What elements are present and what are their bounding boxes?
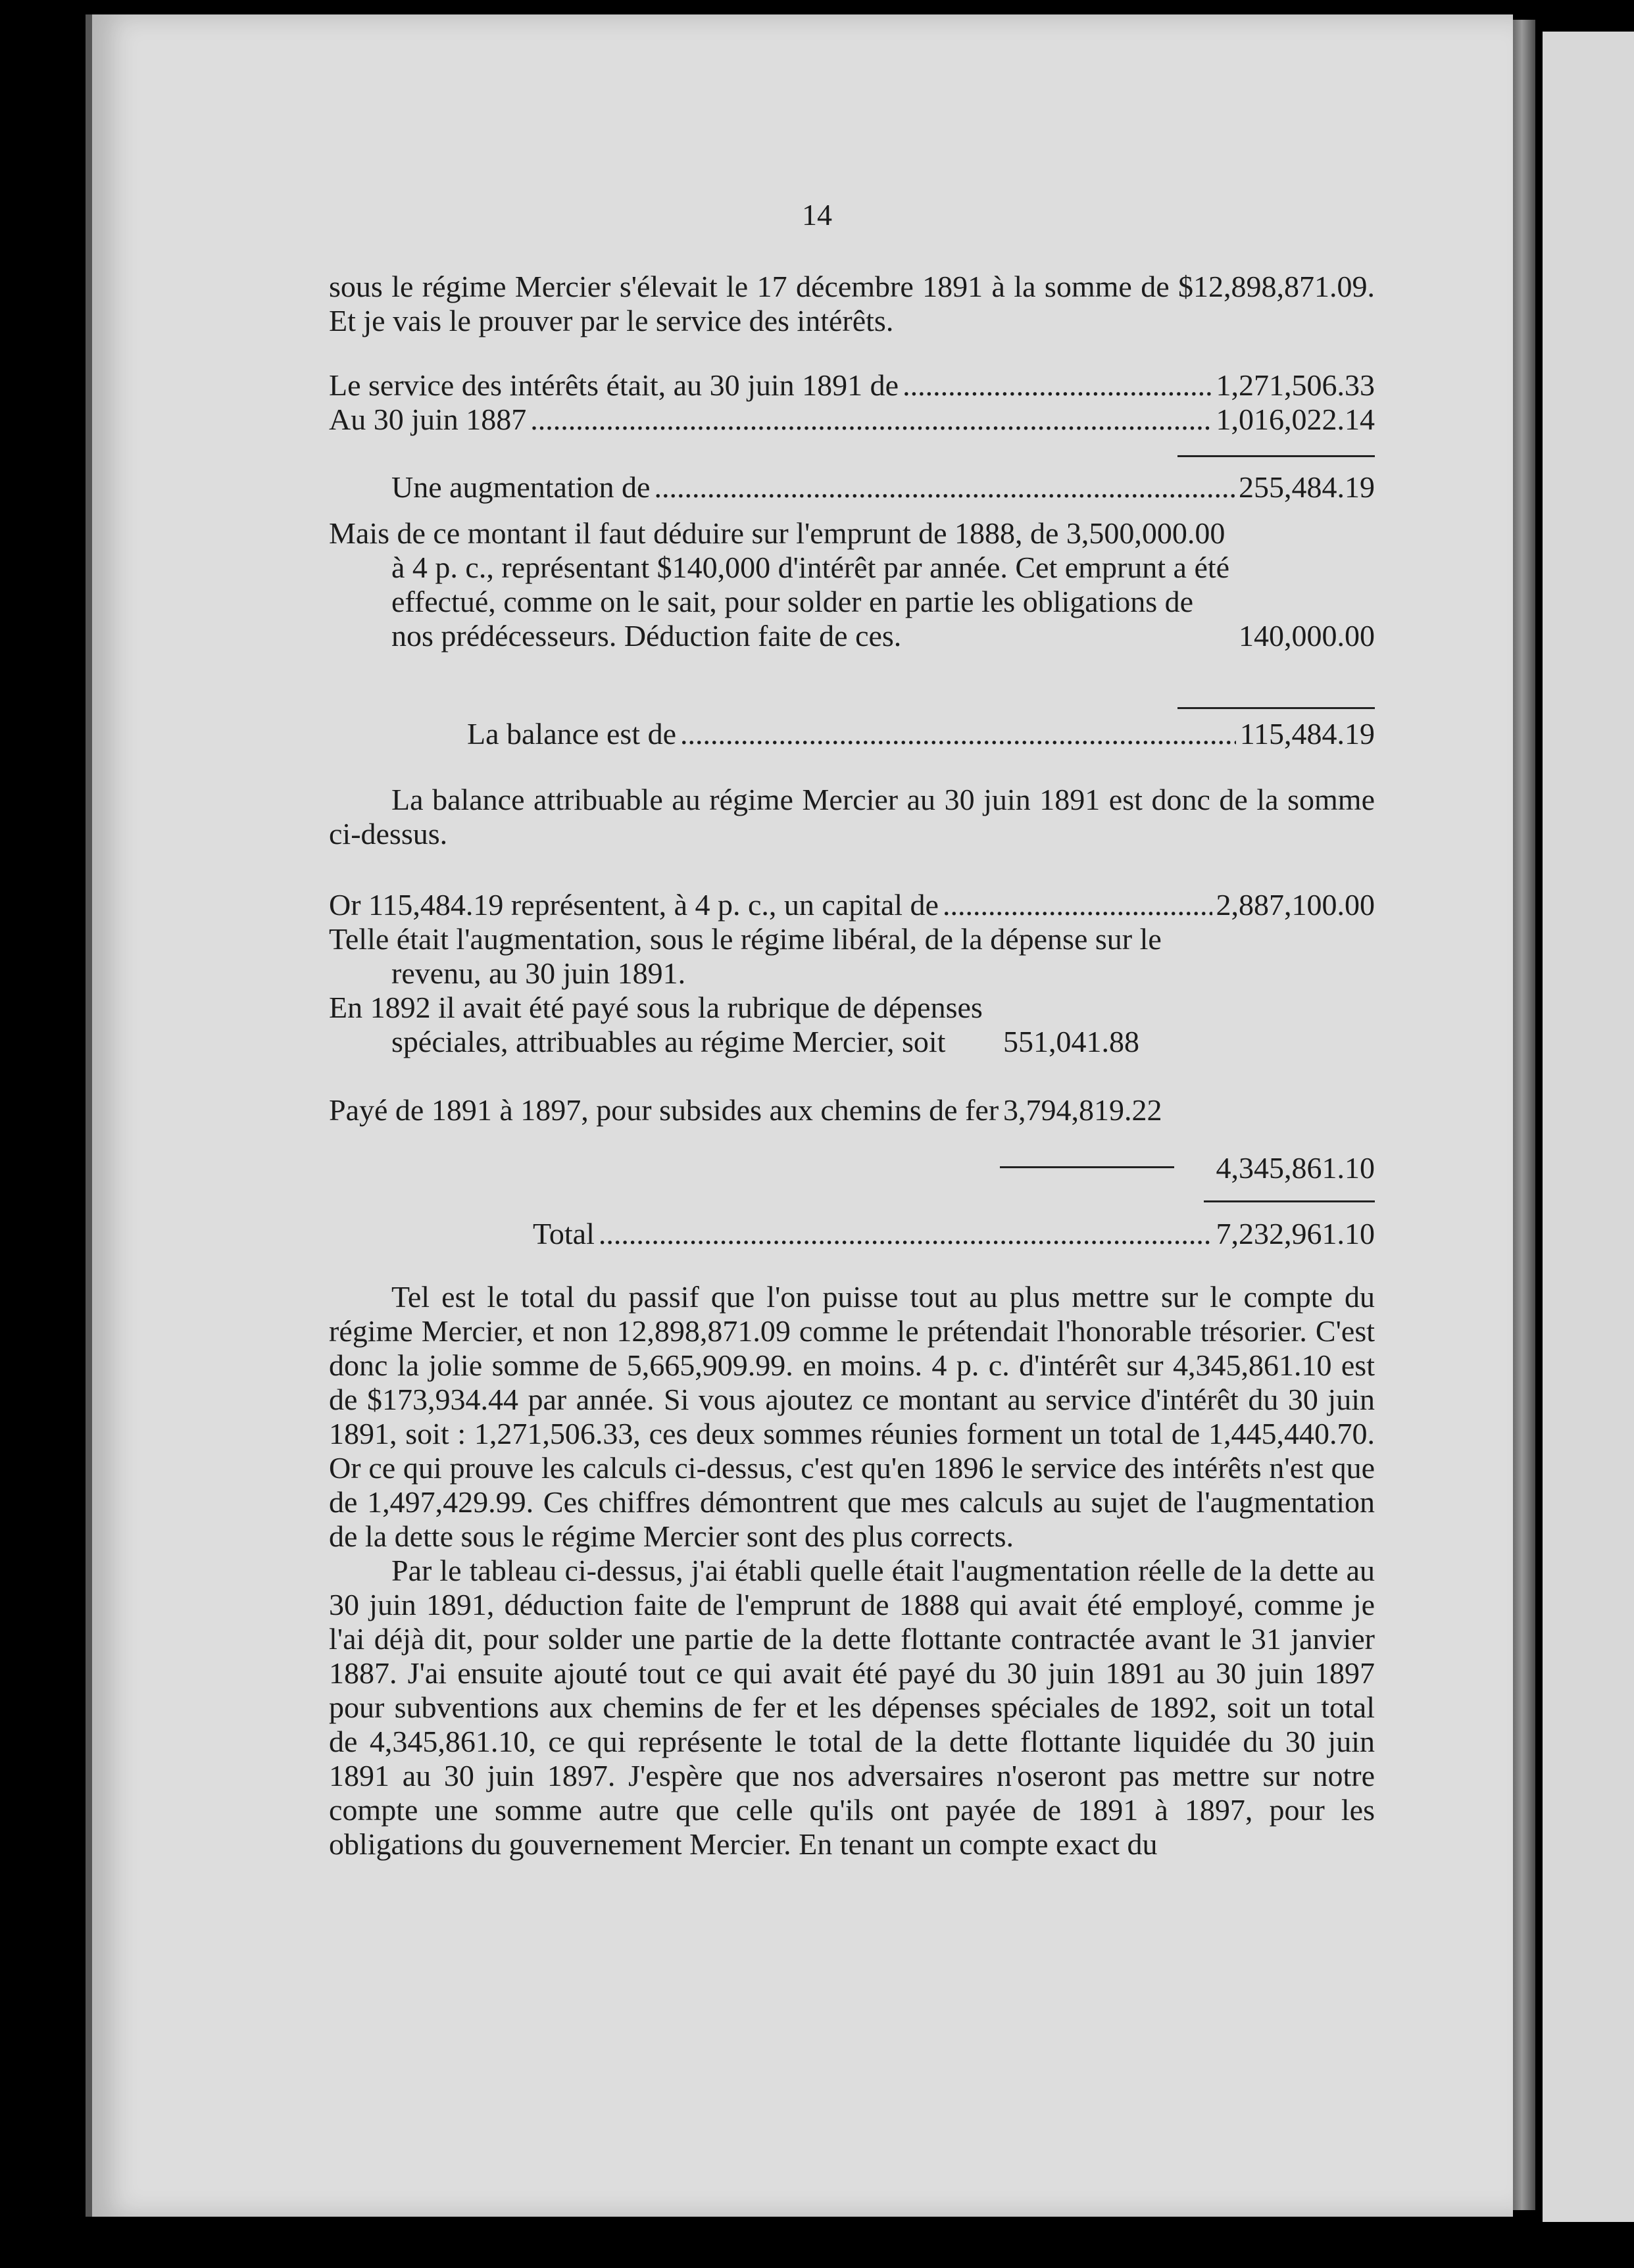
adjacent-page <box>1543 32 1634 2222</box>
expense-1892-entry <box>329 991 1375 1059</box>
leader-dots <box>903 368 1212 403</box>
deduction-text: Mais de ce montant il faut déduire sur l'emprunt de 1888, de 3,500,000.00 à 4 p. c., représentant $140,000 d'intérêt par année. Cet emprunt a été effectué, comme on le sait, pour solder en partie les obligations de nos prédécesseurs. Déduction faite de ces. <box>329 516 1230 653</box>
ledger-label: Au 30 juin 1887 <box>329 403 527 436</box>
telle-text: Telle était l'augmentation, sous le régime libéral, de la dépense sur le revenu, au 30 juin 1891. <box>329 922 1162 990</box>
balance-note <box>329 783 1375 851</box>
ledger-row-augmentation <box>329 470 1375 505</box>
sum-rule <box>1177 455 1375 457</box>
ledger-label: La balance est de <box>467 717 676 751</box>
ledger-amount: 255,484.19 <box>1239 470 1375 504</box>
ledger-row-service-1891 <box>329 368 1375 403</box>
ledger-row-subtotal <box>329 1151 1375 1185</box>
leader-dots <box>654 470 1235 505</box>
deduction-entry <box>329 516 1375 653</box>
page-edge <box>1513 20 1535 2210</box>
paragraph: Tel est le total du passif que l'on puisse tout au plus mettre sur le compte du régime Mercier, et non 12,898,871.09 comme le prétendait l'honorable trésorier. C'est donc la jolie somme de 5,665,909.99. en moins. 4 p. c. d'intérêt sur 4,345,861.10 est de $173,934.44 par année. Si vous ajoutez ce montant au service d'intérêt du 30 juin 1891, soit : 1,271,506.33, ces deux sommes réunies forment un total de 1,445,440.70. Or ce qui prouve les calculs ci-dessus, c'est qu'en 1896 le service des intérêts n'est que de 1,497,429.99. Ces chiffres démontrent que mes calculs au sujet de l'augmentation de la dette sous le régime Mercier sont des plus corrects. <box>329 1280 1375 1553</box>
ledger-amount: 1,271,506.33 <box>1216 368 1375 402</box>
railway-text: Payé de 1891 à 1897, pour subsides aux chemins de fer <box>329 1093 999 1127</box>
ledger-amount: 115,484.19 <box>1239 717 1375 751</box>
total-label: Total <box>533 1217 595 1250</box>
body-paragraphs <box>329 1280 1375 1861</box>
ledger-row-balance <box>329 717 1375 751</box>
ledger-row-total <box>329 1217 1375 1251</box>
total-amount: 7,232,961.10 <box>1216 1217 1375 1250</box>
ledger-amount: 2,887,100.00 <box>1216 888 1375 922</box>
ledger-label: Or 115,484.19 représentent, à 4 p. c., un capital de <box>329 888 939 922</box>
ledger-row-service-1887 <box>329 403 1375 437</box>
deduction-amount: 140,000.00 <box>1239 619 1375 653</box>
expense-1892-amount: 551,041.88 <box>1003 1025 1139 1058</box>
leader-dots <box>680 717 1236 751</box>
ledger-row-capital <box>329 888 1375 922</box>
railway-amount: 3,794,819.22 <box>1003 1093 1162 1127</box>
intro-text: sous le régime Mercier s'élevait le 17 décembre 1891 à la somme de $12,898,871.09. Et je vais le prouver par le service des intérêts. <box>329 270 1375 337</box>
intro-paragraph <box>329 270 1375 338</box>
leader-dots <box>599 1217 1212 1251</box>
subtotal-amount: 4,345,861.10 <box>1216 1151 1375 1185</box>
telle-entry <box>329 922 1375 991</box>
ledger-amount: 1,016,022.14 <box>1216 403 1375 436</box>
page-number: 14 <box>802 198 832 232</box>
paragraph: Par le tableau ci-dessus, j'ai établi quelle était l'augmentation réelle de la dette au 30 juin 1891, déduction faite de l'emprunt de 1888 qui avait été employé, comme je l'ai déjà dit, pour solder une partie de la dette flottante contractée avant le 31 janvier 1887. J'ai ensuite ajouté tout ce qui avait été payé du 30 juin 1891 au 30 juin 1897 pour subventions aux chemins de fer et les dépenses spéciales de 1892, soit un total de 4,345,861.10, ce qui représente le total de la dette flottante liquidée du 30 juin 1891 au 30 juin 1897. J'espère que nos adversaires n'oseront pas mettre sur notre compte une somme autre que celle qu'ils ont payée de 1891 à 1897, pour les obligations du gouvernement Mercier. En tenant un compte exact du <box>329 1554 1375 1861</box>
ledger-label: Le service des intérêts était, au 30 juin 1891 de <box>329 368 899 402</box>
sum-rule <box>1204 1200 1375 1202</box>
railway-entry <box>329 1093 1375 1127</box>
leader-dots <box>530 403 1212 437</box>
balance-note-text: La balance attribuable au régime Mercier au 30 juin 1891 est donc de la somme ci-dessus. <box>329 783 1375 851</box>
ledger-label: Une augmentation de <box>391 470 651 504</box>
expense-1892-text: En 1892 il avait été payé sous la rubrique de dépenses spéciales, attribuables au régime Mercier, soit <box>329 991 983 1058</box>
sum-rule <box>1177 707 1375 709</box>
leader-dots <box>943 888 1212 922</box>
